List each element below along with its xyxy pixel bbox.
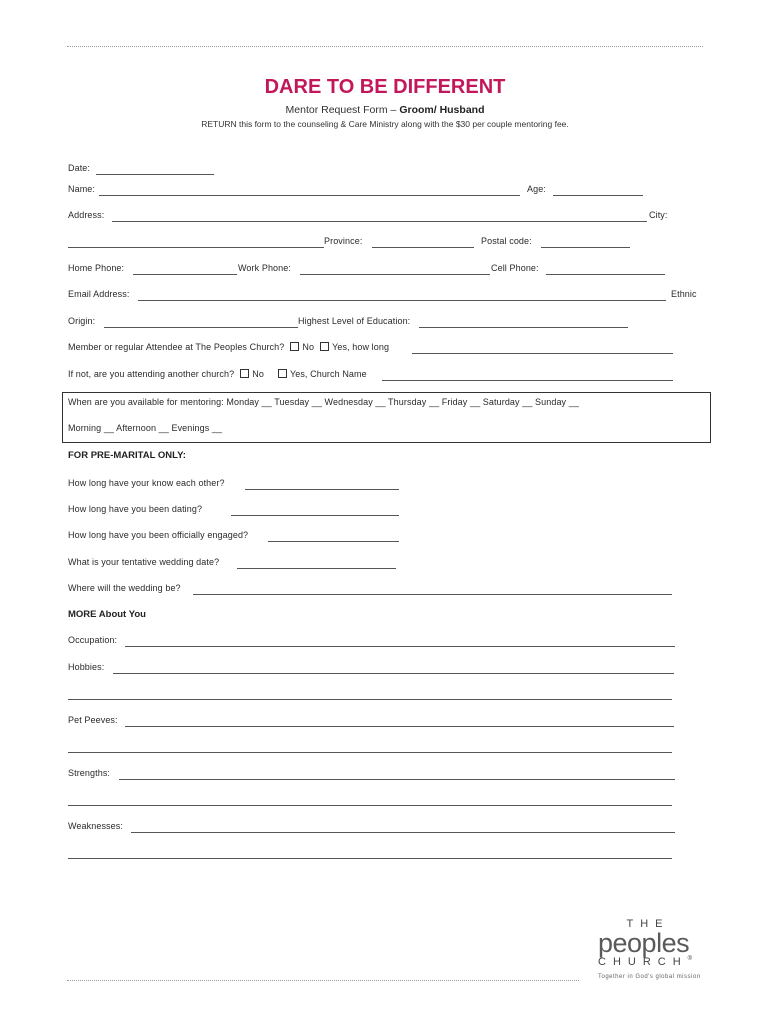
subtitle-role: Groom/ Husband xyxy=(399,104,485,116)
availability-days[interactable]: When are you available for mentoring: Monday __ Tuesday __ Wednesday __ Thursday __ Friday __ Saturday __ Sunday __ xyxy=(68,397,579,407)
wedding-location-field[interactable] xyxy=(193,594,672,595)
weaknesses-field-line-2[interactable] xyxy=(68,858,672,859)
form-title: DARE TO BE DIFFERENT xyxy=(264,76,506,98)
province-field[interactable] xyxy=(372,247,474,248)
ethnic-label: Ethnic xyxy=(671,289,697,299)
other-church-question-text: If not, are you attending another church? xyxy=(68,369,235,379)
engaged-label: How long have you been officially engaged? xyxy=(68,530,249,540)
cell-phone-field[interactable] xyxy=(546,274,665,275)
postal-code-field[interactable] xyxy=(541,247,630,248)
weaknesses-label: Weaknesses: xyxy=(68,821,123,831)
date-label: Date: xyxy=(68,163,91,173)
member-question-text: Member or regular Attendee at The Peoples Church? xyxy=(68,342,285,352)
pet-peeves-label: Pet Peeves: xyxy=(68,715,118,725)
return-note: RETURN this form to the counseling & Care Ministry along with the $30 per couple mentoring fee. xyxy=(201,119,569,129)
dating-label: How long have you been dating? xyxy=(68,504,203,514)
logo-church xyxy=(598,956,708,968)
age-field[interactable] xyxy=(553,195,643,196)
other-church-no-label: No xyxy=(252,369,264,379)
premarital-heading: FOR PRE-MARITAL ONLY: xyxy=(68,450,186,461)
work-phone-label: Work Phone: xyxy=(238,263,291,273)
wedding-date-field[interactable] xyxy=(237,568,396,569)
occupation-label: Occupation: xyxy=(68,635,118,645)
dating-field[interactable] xyxy=(231,515,399,516)
subtitle-prefix: Mentor Request Form – xyxy=(285,104,400,116)
home-phone-field[interactable] xyxy=(133,274,237,275)
member-how-long-field[interactable] xyxy=(412,353,673,354)
strengths-label: Strengths: xyxy=(68,768,111,778)
pet-peeves-field[interactable] xyxy=(125,726,674,727)
logo-church-text: CHURCH xyxy=(598,956,688,968)
peoples-church-logo xyxy=(598,918,708,980)
city-label: City: xyxy=(649,210,668,220)
address-label: Address: xyxy=(68,210,105,220)
province-label: Province: xyxy=(324,236,363,246)
other-church-yes-checkbox[interactable] xyxy=(278,369,287,378)
name-label: Name: xyxy=(68,184,96,194)
origin-field[interactable] xyxy=(104,327,298,328)
date-field[interactable] xyxy=(96,174,214,175)
logo-the: THE xyxy=(626,918,670,930)
age-label: Age: xyxy=(527,184,546,194)
member-yes-checkbox[interactable] xyxy=(320,342,329,351)
cell-phone-label: Cell Phone: xyxy=(491,263,539,273)
logo-registered-mark: ® xyxy=(687,956,693,962)
know-each-other-field[interactable] xyxy=(245,489,399,490)
engaged-field[interactable] xyxy=(268,541,399,542)
home-phone-label: Home Phone: xyxy=(68,263,125,273)
member-no-checkbox[interactable] xyxy=(290,342,299,351)
hobbies-label: Hobbies: xyxy=(68,662,105,672)
education-label: Highest Level of Education: xyxy=(298,316,411,326)
logo-peoples: peoples xyxy=(598,928,690,958)
other-church-question xyxy=(68,369,367,379)
wedding-date-label: What is your tentative wedding date? xyxy=(68,557,220,567)
origin-label: Origin: xyxy=(68,316,96,326)
strengths-field[interactable] xyxy=(119,779,675,780)
form-subtitle xyxy=(0,104,770,116)
more-about-you-heading: MORE About You xyxy=(68,609,146,620)
member-no-label: No xyxy=(302,342,315,352)
logo-tagline: Together in God's global mission xyxy=(598,974,701,980)
other-church-no-checkbox[interactable] xyxy=(240,369,249,378)
education-field[interactable] xyxy=(419,327,628,328)
strengths-field-line-2[interactable] xyxy=(68,805,672,806)
wedding-location-label: Where will the wedding be? xyxy=(68,583,181,593)
know-each-other-label: How long have your know each other? xyxy=(68,478,225,488)
member-yes-label: Yes, how long xyxy=(332,342,390,352)
address-field[interactable] xyxy=(112,221,647,222)
weaknesses-field[interactable] xyxy=(131,832,675,833)
work-phone-field[interactable] xyxy=(300,274,490,275)
email-label: Email Address: xyxy=(68,289,130,299)
postal-code-label: Postal code: xyxy=(481,236,532,246)
availability-times[interactable]: Morning __ Afternoon __ Evenings __ xyxy=(68,423,223,433)
hobbies-field[interactable] xyxy=(113,673,674,674)
pet-peeves-field-line-2[interactable] xyxy=(68,752,672,753)
member-question xyxy=(68,342,389,352)
hobbies-field-line-2[interactable] xyxy=(68,699,672,700)
occupation-field[interactable] xyxy=(125,646,675,647)
city-field[interactable] xyxy=(68,247,324,248)
email-field[interactable] xyxy=(138,300,666,301)
top-dotted-rule xyxy=(67,46,703,47)
bottom-dotted-rule xyxy=(67,980,579,981)
other-church-yes-label: Yes, Church Name xyxy=(289,369,367,379)
name-field[interactable] xyxy=(99,195,520,196)
church-name-field[interactable] xyxy=(382,380,673,381)
